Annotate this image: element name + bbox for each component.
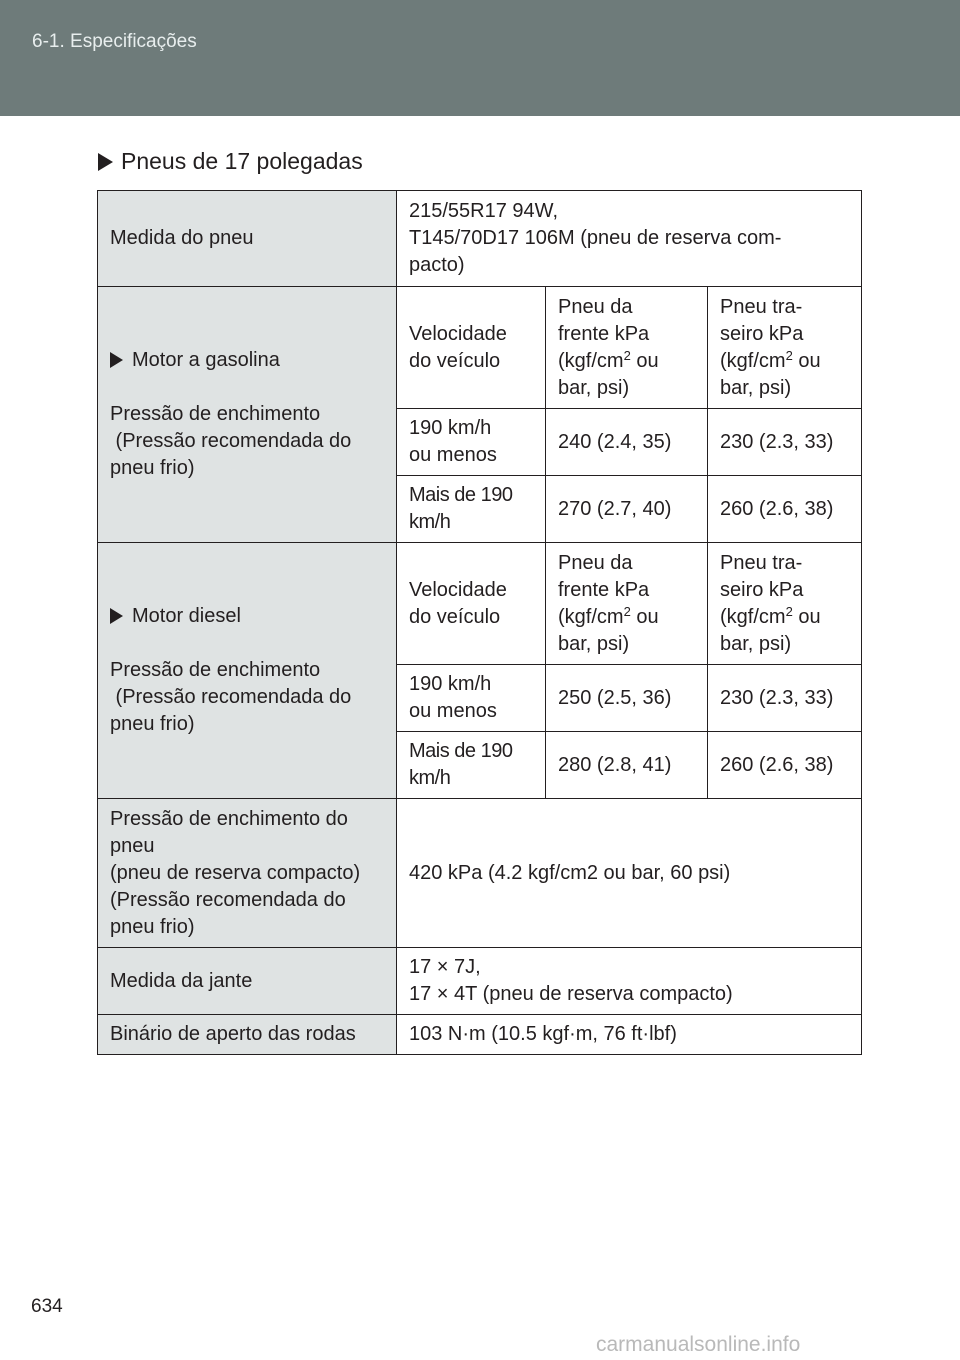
front-tire-column-header <box>546 287 708 409</box>
wheel-torque-label: Binário de aperto das rodas <box>98 1015 397 1055</box>
speed-cell <box>397 409 546 476</box>
breadcrumb: 6-1. Especificações <box>32 31 197 52</box>
front-pressure-cell: 270 (2.7, 40) <box>546 476 708 543</box>
header-line: Velocidade <box>409 578 507 601</box>
header-line: seiro kPa <box>720 322 804 345</box>
label-line: Pressão de enchimento do <box>110 807 348 830</box>
header-line: ou <box>792 605 821 628</box>
triangle-bullet-icon <box>110 352 123 368</box>
header-line: Pneu tra- <box>720 295 803 318</box>
label-line: pneu frio) <box>110 915 195 938</box>
rim-size-value <box>397 948 862 1015</box>
header-line: Pneu da <box>558 295 633 318</box>
tire-size-line: 215/55R17 94W, <box>409 200 558 222</box>
superscript: 2 <box>785 347 793 363</box>
label-line: pneu frio) <box>110 713 195 735</box>
header-line: frente kPa <box>558 578 650 601</box>
header-line: bar, psi) <box>720 376 792 399</box>
speed-line: Mais de 190 <box>409 740 513 762</box>
label-line: Pressão de enchimento <box>110 659 321 681</box>
front-pressure-cell: 280 (2.8, 41) <box>546 732 708 799</box>
header-line: (kgf/cm <box>558 349 624 372</box>
label-line: pneu frio) <box>110 457 195 479</box>
triangle-bullet-icon <box>98 153 113 171</box>
speed-column-header <box>397 543 546 665</box>
rear-tire-column-header <box>708 543 862 665</box>
speed-cell <box>397 476 546 543</box>
front-pressure-cell: 240 (2.4, 35) <box>546 409 708 476</box>
table-row <box>98 191 862 287</box>
speed-line: ou menos <box>409 444 497 466</box>
table-row <box>98 287 862 409</box>
front-pressure-cell: 250 (2.5, 36) <box>546 665 708 732</box>
header-line: Velocidade <box>409 322 507 345</box>
gasoline-pressure-label <box>98 287 397 543</box>
table-row <box>98 948 862 1015</box>
rear-pressure-cell: 260 (2.6, 38) <box>708 476 862 543</box>
tire-size-value <box>397 191 862 287</box>
label-line: (Pressão recomendada do <box>110 430 352 452</box>
page-header <box>0 0 960 116</box>
superscript: 2 <box>623 347 631 363</box>
speed-line: Mais de 190 <box>409 484 513 506</box>
section-title <box>98 148 363 175</box>
header-line: ou <box>630 349 659 372</box>
tire-size-label: Medida do pneu <box>98 191 397 287</box>
tire-spec-table <box>97 190 862 1055</box>
speed-line: km/h <box>409 511 451 533</box>
rear-pressure-cell: 260 (2.6, 38) <box>708 732 862 799</box>
diesel-heading: Motor diesel <box>132 605 241 627</box>
label-line: (Pressão recomendada do <box>110 686 352 708</box>
superscript: 2 <box>785 603 793 619</box>
header-line: Pneu tra- <box>720 551 803 574</box>
superscript: 2 <box>623 603 631 619</box>
rim-size-label: Medida da jante <box>98 948 397 1015</box>
table-row <box>98 1015 862 1055</box>
rear-tire-column-header <box>708 287 862 409</box>
label-line: (Pressão recomendada do <box>110 888 346 911</box>
header-line: bar, psi) <box>720 632 792 655</box>
tire-size-line: T145/70D17 106M (pneu de reserva com- <box>409 227 782 249</box>
speed-cell <box>397 732 546 799</box>
table-row <box>98 543 862 665</box>
speed-line: 190 km/h <box>409 417 492 439</box>
label-line: pneu <box>110 834 155 857</box>
wheel-torque-value: 103 N·m (10.5 kgf·m, 76 ft·lbf) <box>397 1015 862 1055</box>
gasoline-heading: Motor a gasolina <box>132 349 280 371</box>
spare-pressure-value: 420 kPa (4.2 kgf/cm2 ou bar, 60 psi) <box>397 799 862 948</box>
header-line: bar, psi) <box>558 376 630 399</box>
header-line: (kgf/cm <box>558 605 624 628</box>
spare-pressure-label <box>98 799 397 948</box>
header-line: (kgf/cm <box>720 605 786 628</box>
page-number: 634 <box>31 1296 63 1317</box>
speed-line: 190 km/h <box>409 673 492 695</box>
triangle-bullet-icon <box>110 608 123 624</box>
rear-pressure-cell: 230 (2.3, 33) <box>708 665 862 732</box>
tire-size-line: pacto) <box>409 254 465 276</box>
diesel-pressure-label <box>98 543 397 799</box>
section-title-text: Pneus de 17 polegadas <box>121 148 363 174</box>
front-tire-column-header <box>546 543 708 665</box>
table-row <box>98 799 862 948</box>
speed-cell <box>397 665 546 732</box>
header-line: ou <box>630 605 659 628</box>
label-line: (pneu de reserva compacto) <box>110 861 361 884</box>
rim-line: 17 × 7J, <box>409 956 481 978</box>
header-line: ou <box>792 349 821 372</box>
watermark: carmanualsonline.info <box>596 1333 801 1356</box>
label-line: Pressão de enchimento <box>110 403 321 425</box>
header-line: seiro kPa <box>720 578 804 601</box>
header-line: do veículo <box>409 349 501 372</box>
rear-pressure-cell: 230 (2.3, 33) <box>708 409 862 476</box>
header-line: bar, psi) <box>558 632 630 655</box>
header-line: do veículo <box>409 605 501 628</box>
rim-line: 17 × 4T (pneu de reserva compacto) <box>409 983 733 1005</box>
speed-line: ou menos <box>409 700 497 722</box>
speed-line: km/h <box>409 767 451 789</box>
header-line: frente kPa <box>558 322 650 345</box>
header-line: (kgf/cm <box>720 349 786 372</box>
speed-column-header <box>397 287 546 409</box>
header-line: Pneu da <box>558 551 633 574</box>
